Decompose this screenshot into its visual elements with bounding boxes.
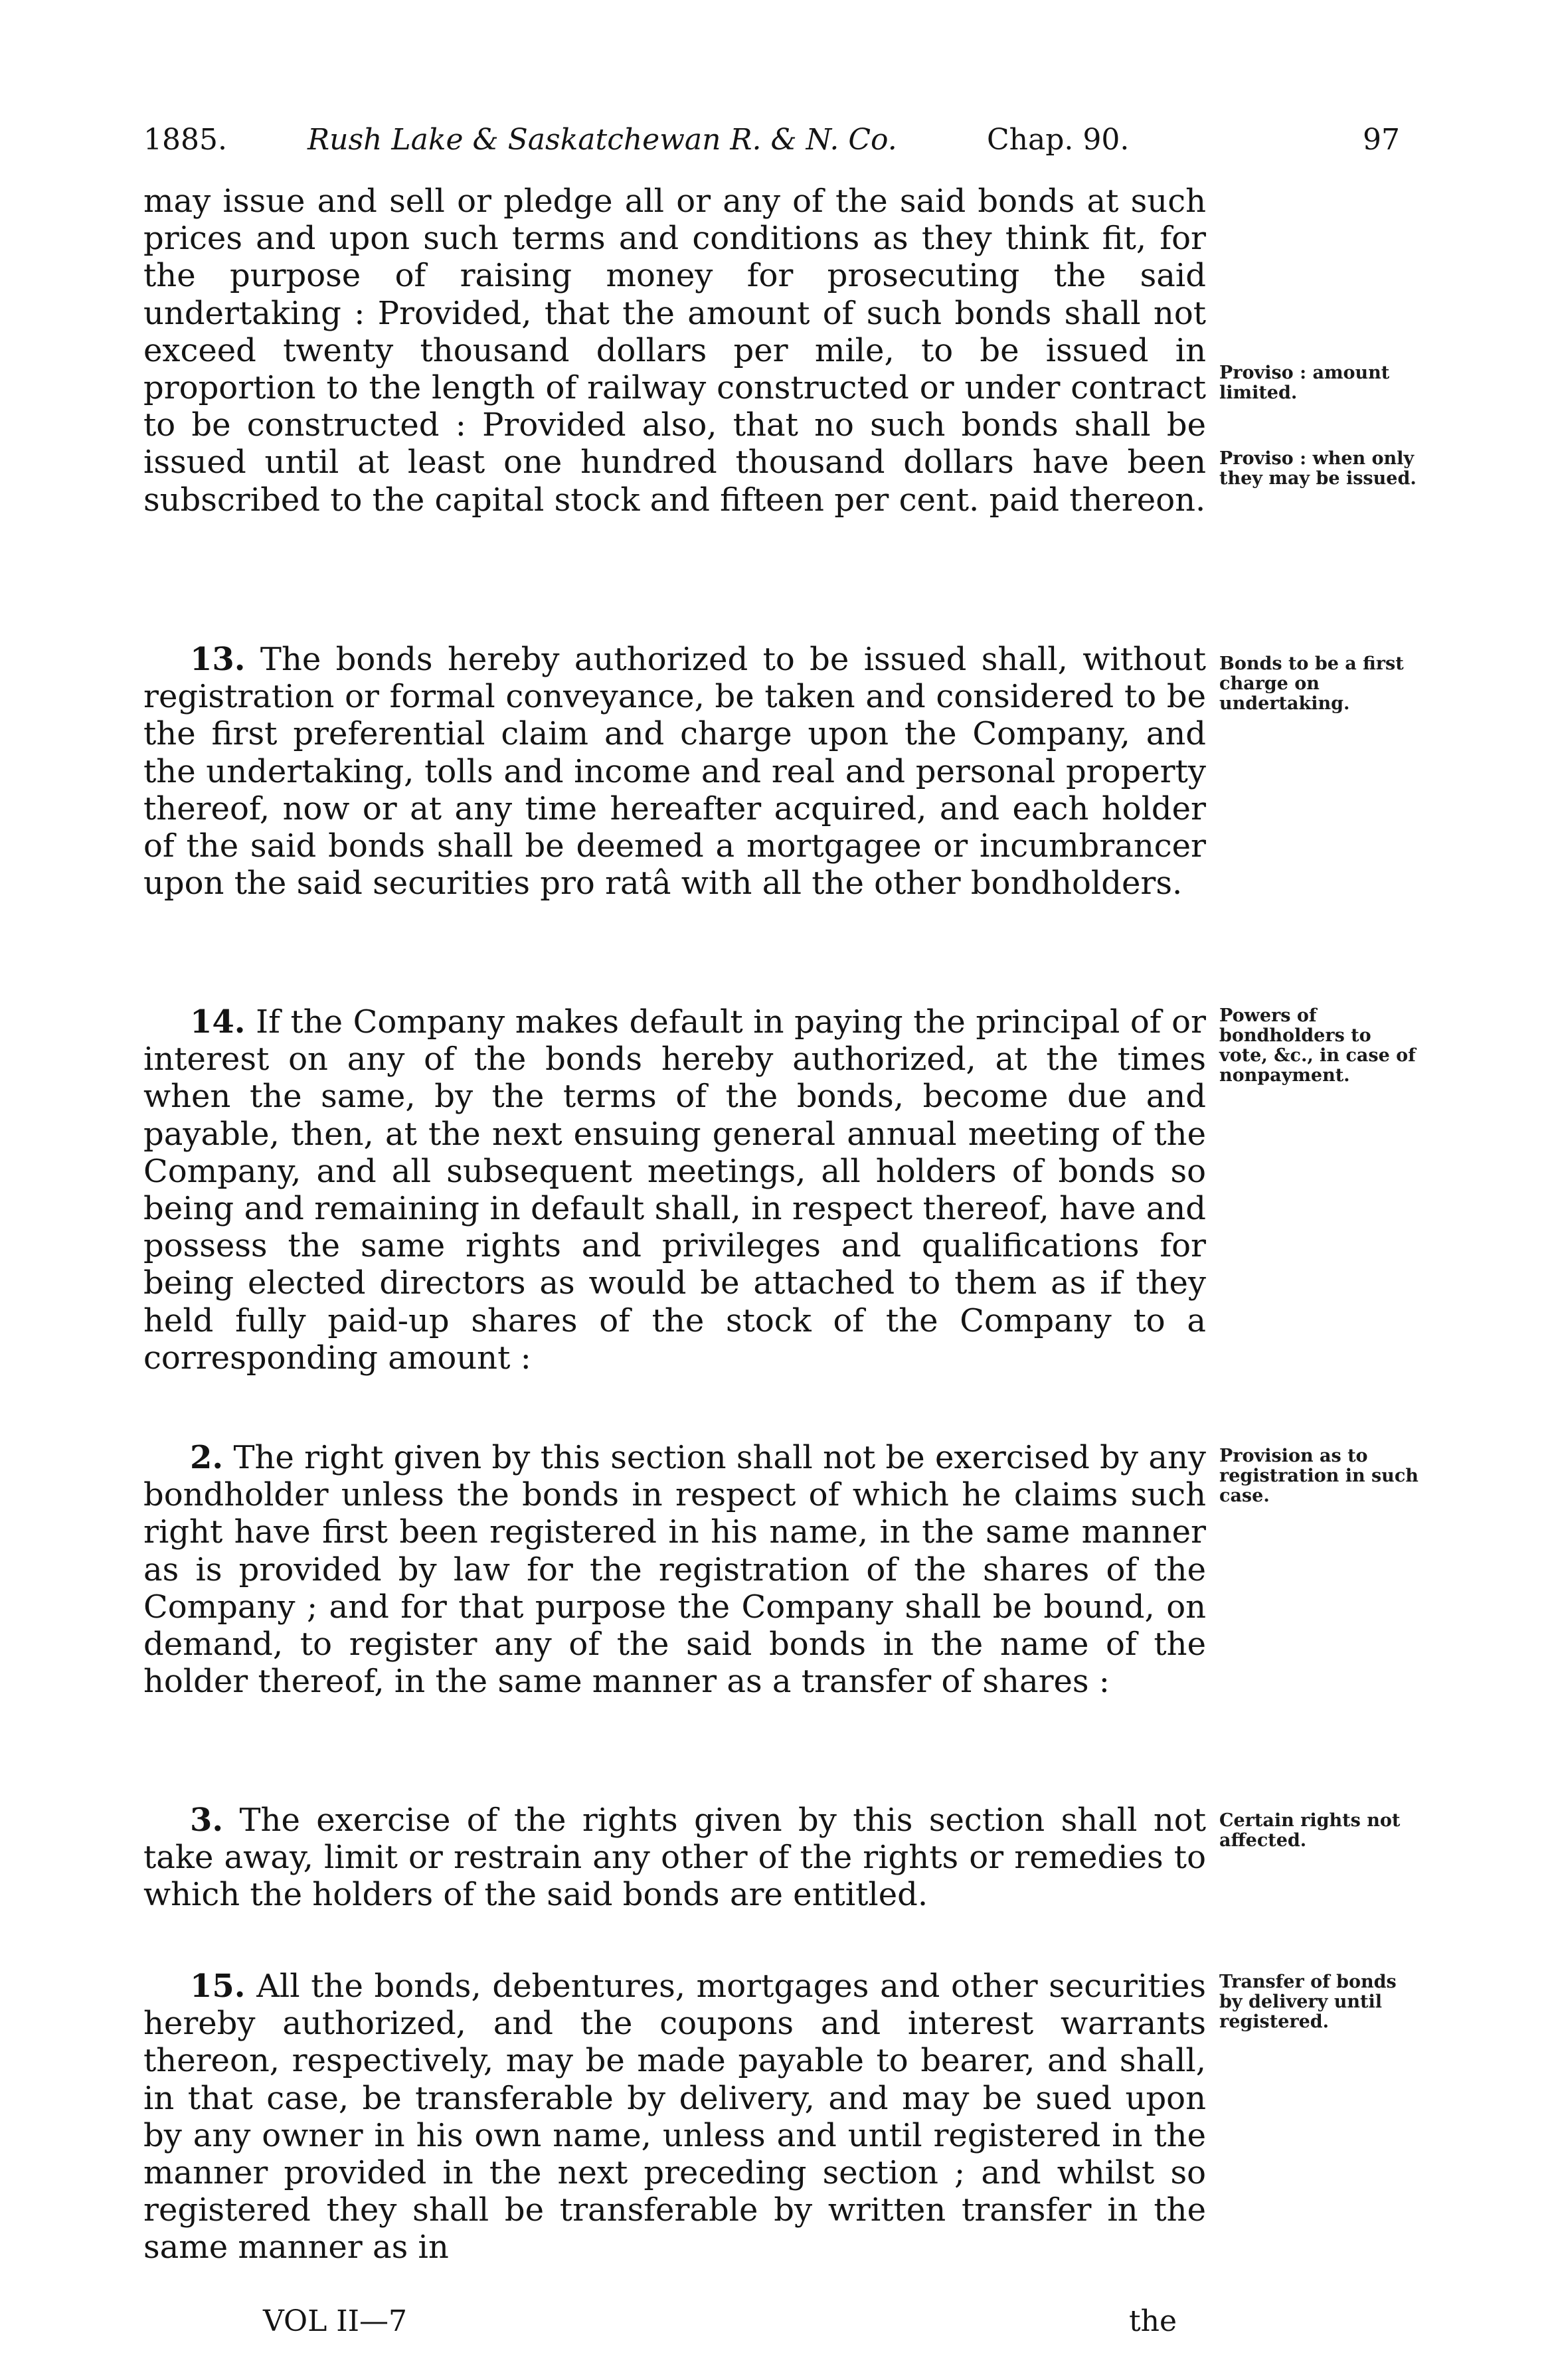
subsection-3 <box>143 1802 1206 1914</box>
section-body-text: If the Company makes default in paying the principal of or interest on any of the bonds hereby authorized, at the times when the same, by the terms of the bonds, become due and payable, then, at the next ensuing general annual meeting of the Company, and all subsequent meetings, all holders of bonds so being and remaining in default shall, in respect thereof, have and possess the same rights and privileges and qualifications for being elected directors as would be attached to them as if they held fully paid-up shares of the stock of the Company to a corresponding amount : <box>143 1003 1206 1377</box>
section-13 <box>143 641 1206 902</box>
section-number: 14. <box>190 1003 246 1041</box>
section-number: 13. <box>190 641 246 678</box>
section-number: 3. <box>190 1802 224 1839</box>
section-number: 15. <box>190 1968 246 2005</box>
margin-note: Transfer of bonds by delivery until registered. <box>1219 1972 1397 2032</box>
header-year: 1885. <box>143 123 227 157</box>
section-body-text: may issue and sell or pledge all or any of the said bonds at such prices and upon such terms and conditions as they think fit, for the purpose of raising money for prosecuting the said undertaking : Provided, that the amount of such bonds shall not exceed twenty thousand dollars per mile, to be issued in proportion to the length of railway constructed or under contract to be constructed : Provided also, that no such bonds shall be issued until at least one hundred thousand dollars have been subscribed to the capital stock and fifteen per cent. paid thereon. <box>143 183 1206 519</box>
margin-note: Proviso : when only they may be issued. <box>1219 448 1417 489</box>
section-body-text: The bonds hereby authorized to be issued shall, without registration or formal conveyance, be taken and considered to be the first preferential claim and charge upon the Company, and the undertaking, tolls and income and real and personal property thereof, now or at any time hereafter acquired, and each holder of the said bonds shall be deemed a mortgagee or incumbrancer upon the said securities pro ratâ with all the other bondholders. <box>143 641 1207 902</box>
section-number: 2. <box>190 1439 224 1476</box>
margin-note: Proviso : amount limited. <box>1219 363 1390 403</box>
section-text <box>143 1802 1206 1914</box>
margin-note: Provision as to registration in such case. <box>1219 1446 1419 1506</box>
section-text <box>143 183 1206 519</box>
section-15 <box>143 1968 1206 2266</box>
margin-note: Certain rights not affected. <box>1219 1810 1401 1851</box>
section-continuation <box>143 183 1206 519</box>
section-text <box>143 1968 1206 2266</box>
header-chapter: Chap. 90. <box>987 123 1130 157</box>
section-body-text: The right given by this section shall not be exercised by any bondholder unless the bonds in respect of which he claims such right have first been registered in his name, in the same manner as is provided by law for the registration of the shares of the Company ; and for that purpose the Company shall be bound, on demand, to register any of the said bonds in the name of the holder thereof, in the same manner as a transfer of shares : <box>143 1439 1206 1701</box>
margin-note: Bonds to be a first charge on undertaking. <box>1219 653 1404 714</box>
volume-signature: VOL II—7 <box>263 2304 408 2338</box>
section-body-text: The exercise of the rights given by this section shall not take away, limit or restrain any other of the rights or remedies to which the holders of the said bonds are entitled. <box>143 1802 1206 1914</box>
section-14 <box>143 1003 1206 1377</box>
section-text <box>143 641 1206 902</box>
catchword: the <box>1129 2304 1177 2338</box>
running-header <box>143 117 1400 163</box>
header-title: Rush Lake & Saskatchewan R. & N. Co. <box>307 123 897 157</box>
section-body-text: All the bonds, debentures, mortgages and other securities hereby authorized, and the coupons and interest warrants thereon, respectively, may be made payable to bearer, and shall, in that case, be transferable by delivery, and may be sued upon by any owner in his own name, unless and until registered in the manner provided in the next preceding section ; and whilst so registered they shall be transferable by written transfer in the same manner as in <box>143 1968 1206 2266</box>
subsection-2 <box>143 1439 1206 1700</box>
page-number: 97 <box>1363 123 1400 157</box>
section-text <box>143 1439 1206 1700</box>
section-text <box>143 1003 1206 1377</box>
margin-note: Powers of bondholders to vote, &c., in case of nonpayment. <box>1219 1005 1416 1086</box>
